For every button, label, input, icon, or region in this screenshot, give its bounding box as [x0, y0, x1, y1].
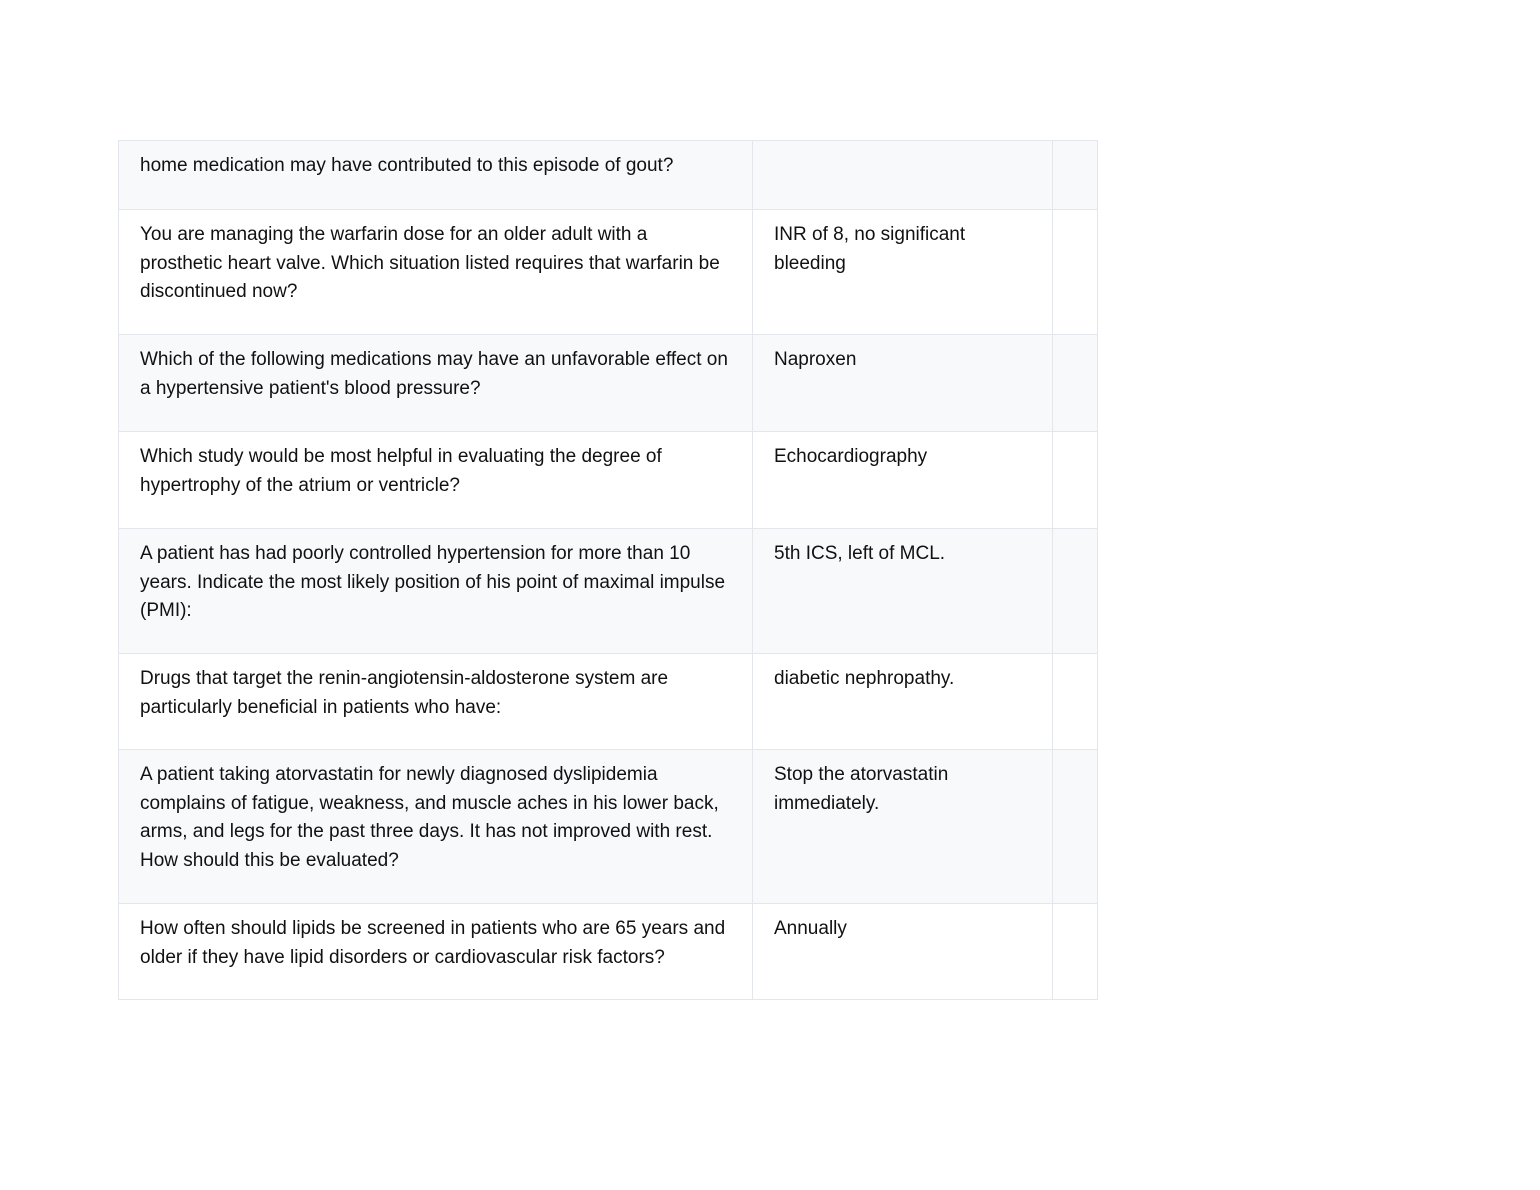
table-row [119, 210, 1098, 335]
empty-cell [1053, 141, 1098, 210]
empty-cell [1053, 210, 1098, 335]
table-row [119, 654, 1098, 750]
empty-cell [1053, 904, 1098, 1000]
question-cell: How often should lipids be screened in patients who are 65 years and older if they have lipid disorders or cardiovascular risk factors? [119, 904, 753, 1000]
table-row [119, 904, 1098, 1000]
question-cell: Which study would be most helpful in evaluating the degree of hypertrophy of the atrium or ventricle? [119, 432, 753, 529]
empty-cell [1053, 529, 1098, 654]
answer-cell: Stop the atorvastatin immediately. [753, 750, 1053, 904]
answer-cell [753, 141, 1053, 210]
answer-cell: 5th ICS, left of MCL. [753, 529, 1053, 654]
question-cell: Which of the following medications may have an unfavorable effect on a hypertensive patient's blood pressure? [119, 335, 753, 432]
answer-cell: Echocardiography [753, 432, 1053, 529]
question-cell: A patient has had poorly controlled hypertension for more than 10 years. Indicate the most likely position of his point of maximal impulse (PMI): [119, 529, 753, 654]
answer-cell: INR of 8, no significant bleeding [753, 210, 1053, 335]
table-row [119, 529, 1098, 654]
empty-cell [1053, 750, 1098, 904]
qa-table [118, 140, 1098, 1000]
answer-cell: Naproxen [753, 335, 1053, 432]
question-cell: You are managing the warfarin dose for an older adult with a prosthetic heart valve. Which situation listed requires that warfarin be discontinued now? [119, 210, 753, 335]
answer-cell: diabetic nephropathy. [753, 654, 1053, 750]
table-row [119, 141, 1098, 210]
answer-cell: Annually [753, 904, 1053, 1000]
table-row [119, 750, 1098, 904]
question-cell: home medication may have contributed to this episode of gout? [119, 141, 753, 210]
table-row [119, 432, 1098, 529]
empty-cell [1053, 432, 1098, 529]
table-row [119, 335, 1098, 432]
question-cell: Drugs that target the renin-angiotensin-aldosterone system are particularly beneficial in patients who have: [119, 654, 753, 750]
question-cell: A patient taking atorvastatin for newly diagnosed dyslipidemia complains of fatigue, weakness, and muscle aches in his lower back, arms, and legs for the past three days. It has not improved with rest. How should this be evaluated? [119, 750, 753, 904]
empty-cell [1053, 654, 1098, 750]
empty-cell [1053, 335, 1098, 432]
